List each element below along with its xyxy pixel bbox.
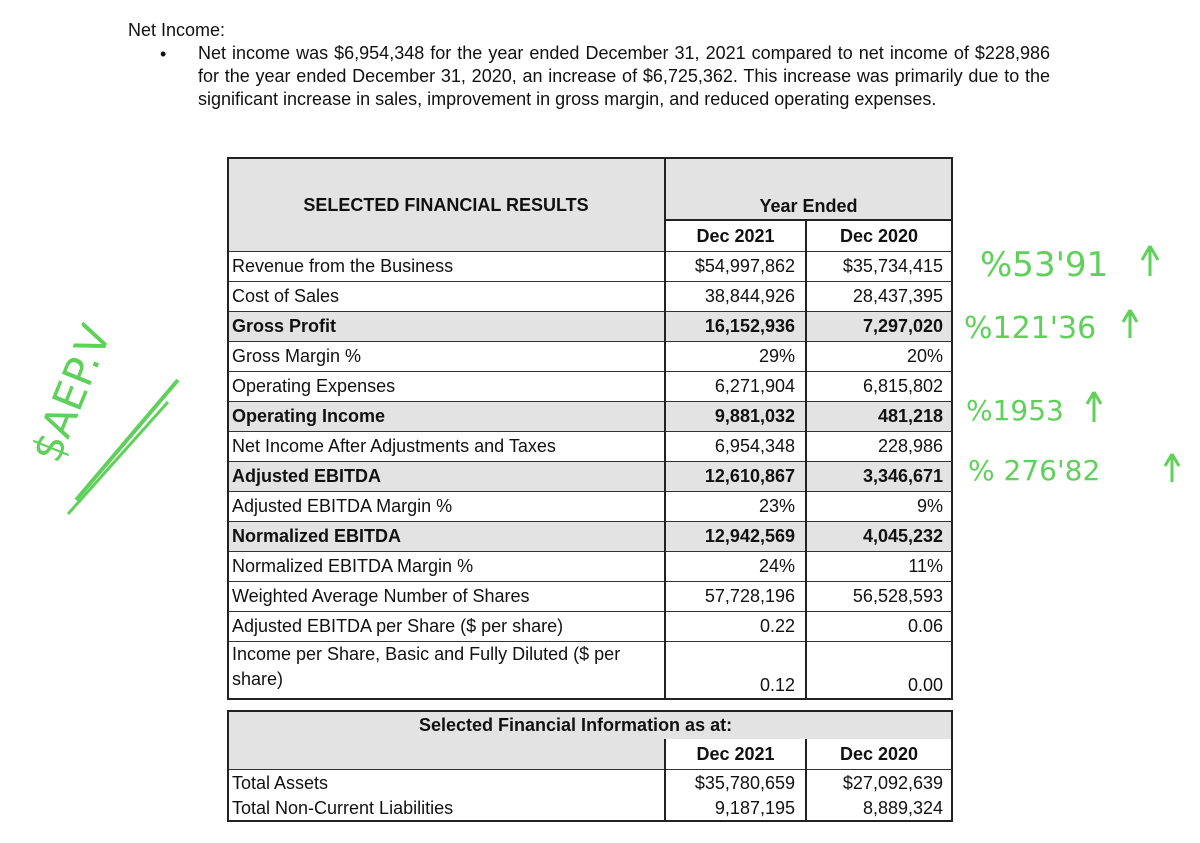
value-2020: 0.00 [806, 642, 952, 700]
value-2021: 6,271,904 [665, 372, 806, 402]
value-2021: 6,954,348 [665, 432, 806, 462]
note-operating-income-change [966, 392, 1101, 427]
up-arrow-icon [1165, 454, 1179, 482]
table-row [228, 312, 952, 342]
table-row [228, 462, 952, 492]
row-label: Revenue from the Business [228, 252, 665, 282]
note-gross-profit-change [964, 310, 1137, 346]
table-row [228, 492, 952, 522]
results-title: SELECTED FINANCIAL RESULTS [228, 158, 665, 252]
table-row [228, 432, 952, 462]
value-2020: $35,734,415 [806, 252, 952, 282]
value-2021: 0.12 [665, 642, 806, 700]
info-title: Selected Financial Information as at: [228, 711, 952, 739]
table-row [228, 522, 952, 552]
note-revenue-change [980, 245, 1158, 285]
table-row [228, 642, 952, 700]
value-2020: 11% [806, 552, 952, 582]
handwritten-ticker-tag [18, 290, 218, 520]
value-2020: 56,528,593 [806, 582, 952, 612]
row-label: Normalized EBITDA [228, 522, 665, 552]
results-col-2020: Dec 2020 [806, 220, 952, 252]
value-2021: 0.22 [665, 612, 806, 642]
value-2021: 24% [665, 552, 806, 582]
row-label: Adjusted EBITDA per Share ($ per share) [228, 612, 665, 642]
table-row [228, 552, 952, 582]
table-row [228, 402, 952, 432]
value-2020: 4,045,232 [806, 522, 952, 552]
up-arrow-icon [1142, 246, 1158, 276]
row-label: Operating Expenses [228, 372, 665, 402]
value-2020: 0.06 [806, 612, 952, 642]
row-label: Normalized EBITDA Margin % [228, 552, 665, 582]
value-2020: 481,218 [806, 402, 952, 432]
value-2021: 38,844,926 [665, 282, 806, 312]
value-2021: 12,942,569 [665, 522, 806, 552]
value-2020: 228,986 [806, 432, 952, 462]
note-text: %1953 [966, 394, 1064, 427]
value-2020: 9% [806, 492, 952, 522]
table-row [228, 342, 952, 372]
info-title-row [228, 711, 952, 739]
value-2021: $54,997,862 [665, 252, 806, 282]
value-2021: 12,610,867 [665, 462, 806, 492]
value-2020: 20% [806, 342, 952, 372]
up-arrow-icon [1087, 392, 1101, 422]
row-label: Operating Income [228, 402, 665, 432]
row-label: Gross Profit [228, 312, 665, 342]
note-text: %121'36 [964, 311, 1097, 346]
table-row [228, 282, 952, 312]
value-2020: $27,092,639 [806, 770, 952, 797]
value-2020: 6,815,802 [806, 372, 952, 402]
value-2021: 23% [665, 492, 806, 522]
row-label: Cost of Sales [228, 282, 665, 312]
intro-heading: Net Income: [128, 20, 226, 40]
up-arrow-icon [1123, 310, 1137, 338]
value-2020: 7,297,020 [806, 312, 952, 342]
value-2021: $35,780,659 [665, 770, 806, 797]
table-row [228, 372, 952, 402]
bullet-marker: • [160, 44, 167, 64]
row-label: Total Non-Current Liabilities [228, 796, 665, 821]
value-2021: 29% [665, 342, 806, 372]
value-2021: 16,152,936 [665, 312, 806, 342]
table-row [228, 582, 952, 612]
results-header-row [228, 158, 952, 220]
year-ended-header: Year Ended [665, 158, 952, 220]
info-col-2020: Dec 2020 [806, 739, 952, 770]
table-row [228, 252, 952, 282]
value-2020: 3,346,671 [806, 462, 952, 492]
table-row [228, 770, 952, 797]
value-2021: 57,728,196 [665, 582, 806, 612]
row-label: Adjusted EBITDA Margin % [228, 492, 665, 522]
handwritten-percentages [958, 228, 1188, 508]
note-ebitda-change [968, 454, 1179, 487]
financial-results-table [227, 157, 953, 700]
value-2021: 9,881,032 [665, 402, 806, 432]
row-label: Weighted Average Number of Shares [228, 582, 665, 612]
intro-paragraph: Net income was $6,954,348 for the year ended December 31, 2021 compared to net income of $228,986 for the year ended December 31, 2020, an increase of $6,725,362. This increase was primarily due to the significant increase in sales, improvement in gross margin, and reduced operating expenses. [198, 43, 1050, 109]
row-label: Gross Margin % [228, 342, 665, 372]
value-2020: 28,437,395 [806, 282, 952, 312]
info-column-header-row [228, 739, 952, 770]
note-text: % 276'82 [968, 454, 1101, 487]
info-col-2021: Dec 2021 [665, 739, 806, 770]
row-label: Total Assets [228, 770, 665, 797]
value-2020: 8,889,324 [806, 796, 952, 821]
table-row [228, 796, 952, 821]
row-label: Income per Share, Basic and Fully Diluted ($ per share) [228, 642, 665, 700]
value-2021: 9,187,195 [665, 796, 806, 821]
results-col-2021: Dec 2021 [665, 220, 806, 252]
ticker-text: $AEP.V [21, 317, 121, 469]
info-header-blank [228, 739, 665, 770]
financial-information-table [227, 710, 953, 822]
row-label: Net Income After Adjustments and Taxes [228, 432, 665, 462]
row-label: Adjusted EBITDA [228, 462, 665, 492]
table-row [228, 612, 952, 642]
note-text: %53'91 [980, 245, 1109, 285]
